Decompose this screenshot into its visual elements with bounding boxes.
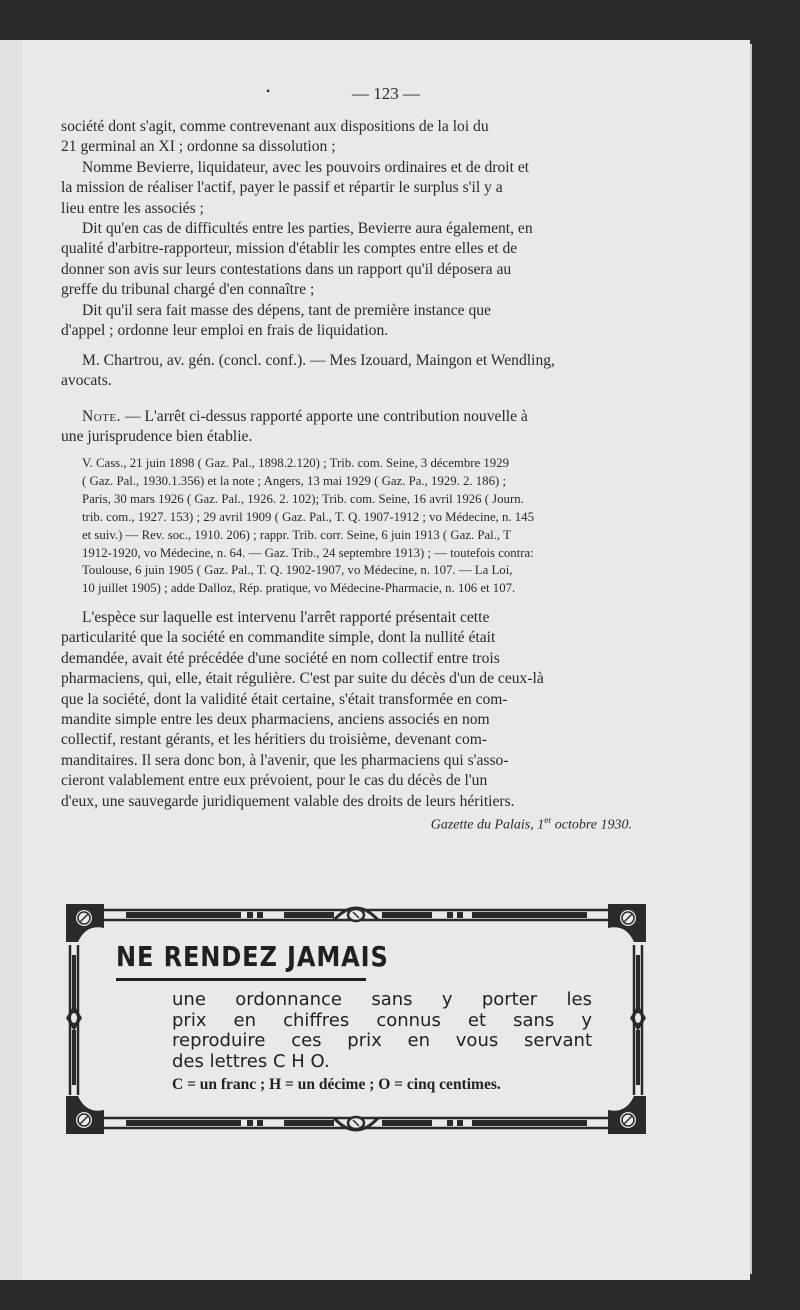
text-line: M. Chartrou, av. gén. (concl. conf.). — Mes Izouard, Maingon et Wendling, [82, 352, 555, 369]
advertisement-box [64, 900, 648, 1138]
text-line: demandée, avait été précédée d'une société en nom collectif entre trois [61, 649, 500, 667]
reference-line: trib. com., 1927. 153) ; 29 avril 1909 ( Gaz. Pal., T. Q. 1907-1912 ; vo Médecine, n. 145 [82, 509, 534, 524]
text-line: Nomme Bevierre, liquidateur, avec les pouvoirs ordinaires et de droit et [82, 158, 530, 176]
advert-title: NE RENDEZ JAMAIS [116, 940, 389, 973]
note-label: Note. [82, 408, 122, 425]
text-line: cieront valablement entre eux prévoient, pour le cas du décès de l'un [61, 772, 488, 790]
document-page [22, 40, 750, 1280]
text-line: mandite simple entre les deux pharmaciens, anciens associés en nom [61, 711, 490, 729]
text-line: pharmaciens, qui, elle, était régulière. C'est par suite du décès d'un de ceux-là [61, 670, 544, 688]
previous-page-edge [0, 40, 24, 1280]
text-line: L'espèce sur laquelle est intervenu l'arrêt rapporté présentait cette [82, 609, 490, 626]
text-line: d'eux, une sauvegarde juridiquement valable des droits de leurs héritiers. [61, 792, 515, 810]
text-line: 21 germinal an XI ; ordonne sa dissolution ; [61, 138, 336, 156]
text-line: Dit qu'en cas de difficultés entre les parties, Bevierre aura également, en [82, 220, 533, 238]
reference-line: Toulouse, 6 juin 1905 ( Gaz. Pal., T. Q. 1902-1907, vo Médecine, n. 107. — La Loi, [82, 563, 513, 578]
reference-line: Paris, 30 mars 1926 ( Gaz. Pal., 1926. 2. 102); Trib. com. Seine, 16 avril 1926 ( Journ. [82, 491, 524, 506]
advert-line: reproduire ces prix en vous servant [172, 1030, 592, 1051]
advert-line: prix en chiffres connus et sans y [172, 1009, 592, 1031]
text-line: que la société, dont la validité était certaine, s'était transformée en com- [61, 690, 508, 708]
reference-line: V. Cass., 21 juin 1898 ( Gaz. Pal., 1898.2.120) ; Trib. com. Seine, 3 décembre 1929 [82, 456, 510, 470]
text-line: la mission de réaliser l'actif, payer le passif et répartir le surplus s'il y a [61, 179, 503, 197]
advert-price-key: C = un franc ; H = un décime ; O = cinq centimes. [172, 1076, 501, 1093]
commentary-text [61, 608, 649, 812]
text-line: société dont s'agit, comme contrevenant aux dispositions de la loi du [61, 118, 489, 135]
page-number: — 123 — [352, 84, 420, 103]
case-references [61, 455, 649, 598]
text-line: particularité que la société en commandite simple, dont la nullité était [61, 629, 496, 647]
text-line: donner son avis sur leurs contestations dans un rapport qu'il déposera au [61, 260, 512, 278]
advert-line: des lettres C H O. [172, 1050, 330, 1072]
reference-line: 10 juillet 1905) ; adde Dalloz, Rép. pratique, vo Médecine-Pharmacie, n. 106 et 107. [82, 581, 516, 596]
text-line: collectif, restant gérants, et les héritiers du troisième, devenant com- [61, 731, 488, 749]
text-line: lieu entre les associés ; [61, 199, 204, 217]
reference-line: ( Gaz. Pal., 1930.1.356) et la note ; Angers, 13 mai 1929 ( Gaz. Pa., 1929. 2. 186) ; [82, 473, 506, 488]
text-line: avocats. [61, 372, 112, 390]
reference-line: 1912-1920, vo Médecine, n. 64. — Gaz. Trib., 24 septembre 1913) ; — toutefois contra: [82, 545, 534, 560]
text-line: qualité d'arbitre-rapporteur, mission d'établir les comptes entre elles et de [61, 240, 518, 258]
text-line [61, 407, 649, 427]
text-line: manditaires. Il sera donc bon, à l'avenir, que les pharmaciens qui s'asso- [61, 751, 509, 769]
counsel-line [61, 351, 649, 392]
advert-body [172, 990, 592, 1072]
judgment-text [61, 117, 649, 341]
reference-line: et suiv.) — Rev. soc., 1910. 206) ; rappr. Trib. corr. Seine, 6 juin 1913 ( Gaz. Pal., T [82, 527, 511, 542]
note-heading [61, 407, 649, 448]
text-line: d'appel ; ordonne leur emploi en frais de liquidation. [61, 322, 389, 340]
source-citation: Gazette du Palais, 1er octobre 1930. [430, 815, 632, 833]
page-mark: • [266, 84, 271, 98]
advert-line: une ordonnance sans y porter les [172, 989, 592, 1010]
note-text: — L'arrêt ci-dessus rapporté apporte une contribution nouvelle à [121, 408, 528, 425]
text-line: greffe du tribunal chargé d'en connaître ; [61, 281, 315, 299]
advert-title-rule [116, 978, 366, 981]
text-line: Dit qu'il sera fait masse des dépens, tant de première instance que [82, 301, 491, 319]
text-line: une jurisprudence bien établie. [61, 428, 253, 446]
